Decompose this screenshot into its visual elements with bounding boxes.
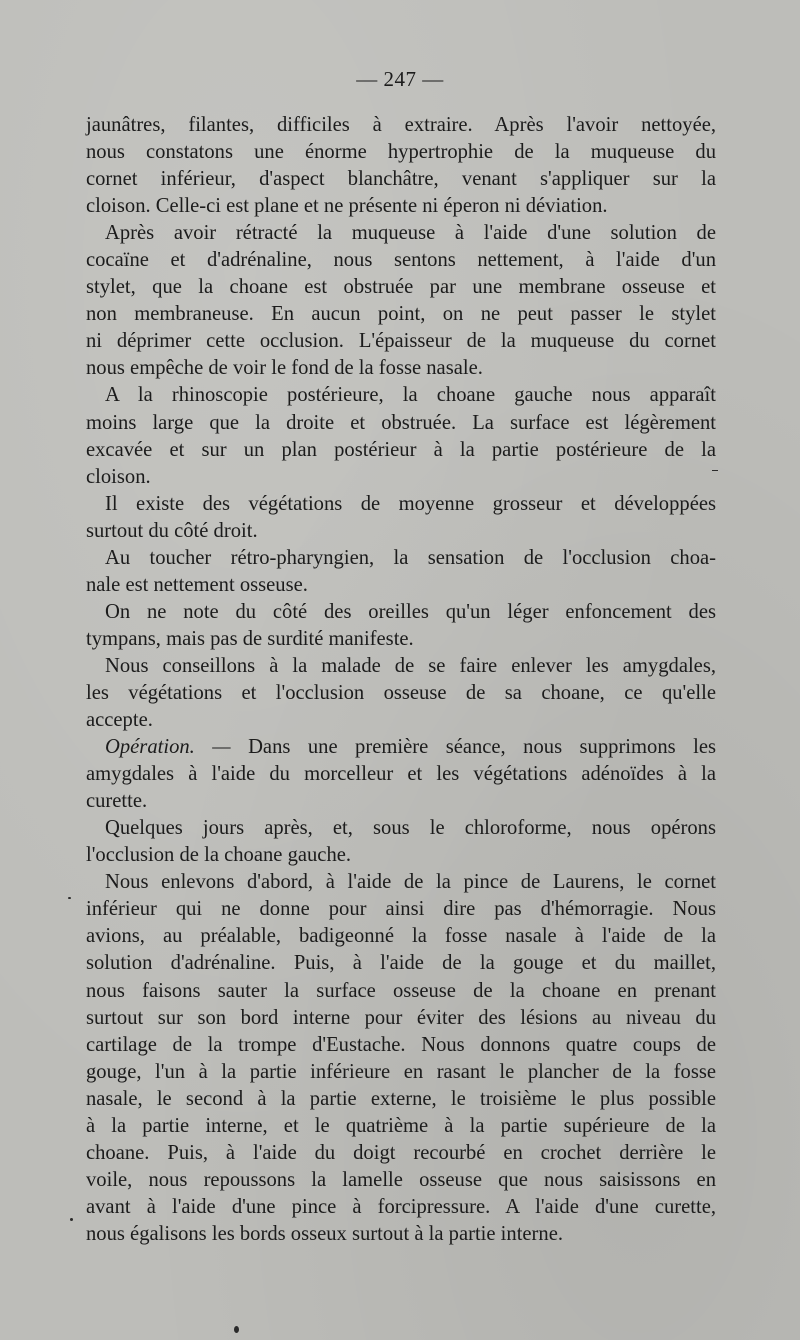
text-line: moins large que la droite et obstruée. La surface est légèrement — [86, 411, 716, 434]
paper-speck — [68, 897, 71, 899]
operation-label: Opération. — — [105, 736, 231, 759]
text-line: jaunâtres, filantes, difficiles à extraire. Après l'avoir nettoyée, — [86, 114, 716, 136]
text-line: cloison. — [86, 465, 151, 488]
text-line: non membraneuse. En aucun point, on ne peut passer le stylet — [86, 303, 716, 326]
page-number: — 247 — — [356, 67, 444, 91]
text-line: nous constatons une énorme hypertrophie de la muqueuse du — [86, 141, 716, 164]
text-line: tympans, mais pas de surdité manifeste. — [86, 627, 414, 650]
text-line: nasale, le second à la partie externe, le troisième le plus possible — [86, 1087, 716, 1110]
text-line: cornet inférieur, d'aspect blanchâtre, venant s'appliquer sur la — [86, 168, 716, 191]
text-line: voile, nous repoussons la lamelle osseuse que nous saisissons en — [86, 1168, 716, 1191]
text-line: stylet, que la choane est obstruée par une membrane osseuse et — [86, 276, 716, 299]
text-line: l'occlusion de la choane gauche. — [86, 844, 352, 867]
text-line: nous empêche de voir le fond de la fosse nasale. — [86, 357, 483, 380]
paper-speck — [70, 1218, 73, 1221]
text-line: nale est nettement osseuse. — [86, 573, 308, 596]
text-line: Quelques jours après, et, sous le chloroforme, nous opérons — [105, 817, 716, 840]
text-line: Après avoir rétracté la muqueuse à l'aide d'une solution de — [105, 222, 716, 245]
text-line: accepte. — [86, 709, 153, 732]
text-line: avant à l'aide d'une pince à forcipressure. A l'aide d'une curette, — [86, 1195, 716, 1218]
text-line: On ne note du côté des oreilles qu'un léger enfoncement des — [105, 600, 716, 623]
text-line: Au toucher rétro-pharyngien, la sensation de l'occlusion choa- — [105, 546, 716, 569]
text-line: Nous conseillons à la malade de se faire enlever les amygdales, — [105, 654, 716, 677]
text-line: solution d'adrénaline. Puis, à l'aide de la gouge et du maillet, — [86, 952, 716, 975]
text-line: excavée et sur un plan postérieur à la partie postérieure de la — [86, 438, 716, 461]
text-line: cartilage de la trompe d'Eustache. Nous donnons quatre coups de — [86, 1033, 716, 1056]
operation-line — [86, 734, 716, 761]
text-line: ni déprimer cette occlusion. L'épaisseur de la muqueuse du cornet — [86, 330, 716, 353]
text-line: cloison. Celle-ci est plane et ne présente ni éperon ni déviation. — [86, 195, 608, 218]
text-line: A la rhinoscopie postérieure, la choane gauche nous apparaît — [105, 384, 716, 407]
text-line: Nous enlevons d'abord, à l'aide de la pince de Laurens, le cornet — [105, 871, 716, 894]
paper-speck — [712, 470, 718, 471]
text-line: curette. — [86, 790, 148, 813]
text-line: surtout sur son bord interne pour éviter des lésions au niveau du — [86, 1006, 716, 1029]
paper-speck — [234, 1326, 239, 1333]
text-line: nous faisons sauter la surface osseuse de la choane en prenant — [86, 979, 716, 1002]
text-line: choane. Puis, à l'aide du doigt recourbé en crochet derrière le — [86, 1141, 716, 1164]
text-line: cocaïne et d'adrénaline, nous sentons nettement, à l'aide d'un — [86, 249, 716, 272]
text-line: nous égalisons les bords osseux surtout à la partie interne. — [86, 1222, 563, 1245]
text-line: à la partie interne, et le quatrième à la partie supérieure de la — [86, 1114, 716, 1137]
text-line: surtout du côté droit. — [86, 519, 258, 542]
text-line: amygdales à l'aide du morcelleur et les végétations adénoïdes à la — [86, 763, 716, 786]
text-line: gouge, l'un à la partie inférieure en rasant le plancher de la fosse — [86, 1060, 716, 1083]
text-line: Dans une première séance, nous supprimons les — [248, 736, 716, 759]
text-line: inférieur qui ne donne pour ainsi dire pas d'hémorragie. Nous — [86, 898, 716, 921]
text-line: Il existe des végétations de moyenne grosseur et développées — [105, 492, 716, 515]
body-text — [86, 112, 716, 1248]
text-line: avions, au préalable, badigeonné la fosse nasale à l'aide de la — [86, 925, 716, 948]
text-line: les végétations et l'occlusion osseuse de sa choane, ce qu'elle — [86, 681, 716, 704]
